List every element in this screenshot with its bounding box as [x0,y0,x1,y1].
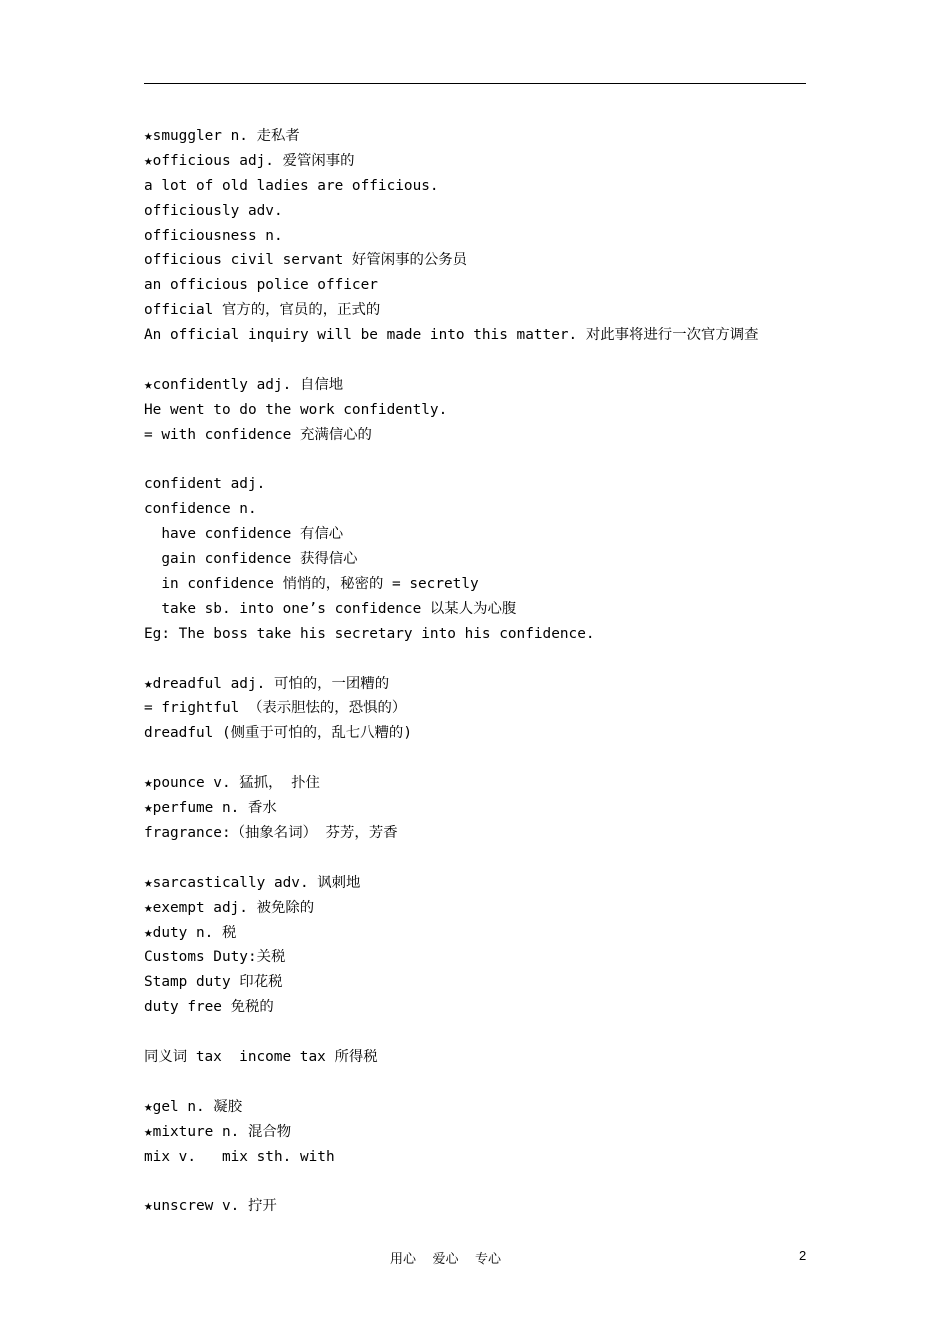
blank-line [144,846,824,871]
text-line: Eg: The boss take his secretary into his confidence. [144,625,595,642]
text-line: ★gel n. 凝胶 [144,1098,243,1115]
text-line: ★confidently adj. 自信地 [144,376,344,393]
text-line: ★mixture n. 混合物 [144,1123,292,1140]
text-line: take sb. into one’s confidence 以某人为心腹 [144,600,517,617]
text-line: fragrance:（抽象名词） 芬芳，芳香 [144,824,398,841]
text-line: officiousness n. [144,227,283,244]
text-line: confidence n. [144,501,257,518]
text-line: duty free 免税的 [144,999,274,1016]
text-line: have confidence 有信心 [144,526,344,543]
blank-line [144,448,824,473]
blank-line [144,647,824,672]
blank-line [144,746,824,771]
text-line: ★pounce v. 猛抓， 扑住 [144,775,320,792]
text-line: officious civil servant 好管闲事的公务员 [144,252,468,269]
text-line: ★smuggler n. 走私者 [144,128,300,144]
text-line: ★perfume n. 香水 [144,800,277,817]
text-line: 同义词 tax income tax 所得税 [144,1048,378,1065]
blank-line [144,1070,824,1095]
header-rule [144,83,806,84]
text-line: ★exempt adj. 被免除的 [144,899,315,916]
text-line: ★sarcastically adv. 讽刺地 [144,874,361,891]
blank-line [144,1020,824,1045]
document-body [144,124,824,1219]
text-line: He went to do the work confidently. [144,401,448,418]
text-line: dreadful (侧重于可怕的，乱七八糟的) [144,725,412,742]
text-line: an officious police officer [144,277,378,294]
text-line: officiously adv. [144,202,283,219]
text-line: mix v. mix sth. with [144,1148,335,1165]
text-line: ★duty n. 税 [144,924,237,941]
blank-line [144,1169,824,1194]
text-line: = frightful （表示胆怯的，恐惧的） [144,700,407,717]
text-line: ★unscrew v. 拧开 [144,1198,277,1215]
text-line: ★officious adj. 爱管闲事的 [144,152,355,169]
footer-motto: 用心 爱心 专心 [390,1252,502,1267]
blank-line [144,348,824,373]
text-line: official 官方的，官员的，正式的 [144,302,381,319]
page-number: 2 [799,1248,807,1263]
text-line: in confidence 悄悄的，秘密的 = secretly [144,576,479,593]
page-footer [0,1248,950,1268]
text-line: a lot of old ladies are officious. [144,177,439,194]
text-line: Customs Duty:关税 [144,949,286,966]
text-line: An official inquiry will be made into this matter. 对此事将进行一次官方调查 [144,327,759,344]
text-line: Stamp duty 印花税 [144,974,283,991]
text-line: = with confidence 充满信心的 [144,426,372,443]
text-line: confident adj. [144,476,266,493]
text-line: ★dreadful adj. 可怕的，一团糟的 [144,675,390,692]
text-line: gain confidence 获得信心 [144,551,358,568]
